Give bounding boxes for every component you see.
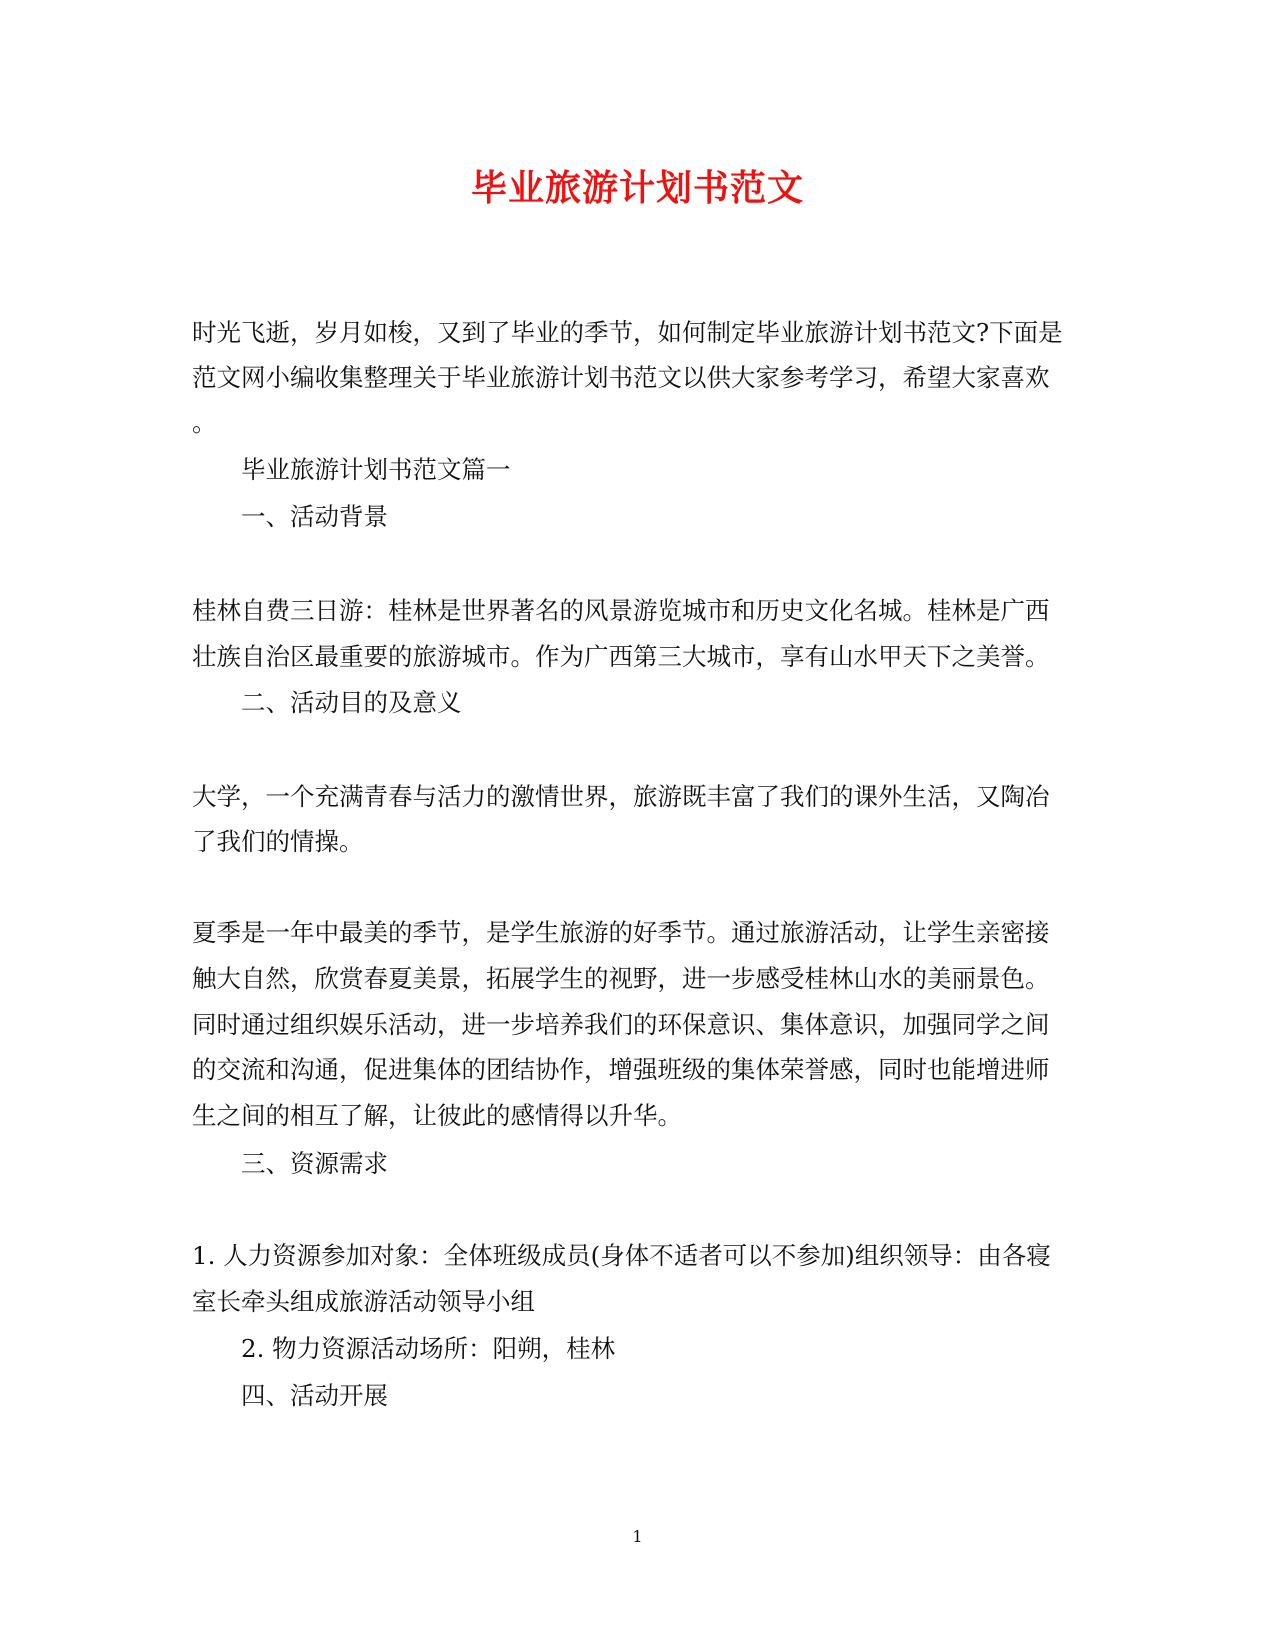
document-title: 毕业旅游计划书范文 [470, 167, 804, 209]
paragraph-line: 同时通过组织娱乐活动，进一步培养我们的环保意识、集体意识，加强同学之间 [192, 1010, 1050, 1039]
intro-line-3: 。 [192, 408, 217, 437]
section-heading-background: 一、活动背景 [241, 502, 388, 531]
paragraph-line: 桂林自费三日游：桂林是世界著名的风景游览城市和历史文化名城。桂林是广西 [192, 596, 1050, 625]
page-number: 1 [632, 1527, 643, 1546]
paragraph-line: 壮族自治区最重要的旅游城市。作为广西第三大城市，享有山水甲天下之美誉。 [192, 642, 1050, 671]
intro-line-2: 范文网小编收集整理关于毕业旅游计划书范文以供大家参考学习，希望大家喜欢 [192, 363, 1050, 392]
section-heading-purpose: 二、活动目的及意义 [241, 688, 462, 717]
paragraph-line: 的交流和沟通，促进集体的团结协作，增强班级的集体荣誉感，同时也能增进师 [192, 1055, 1050, 1084]
section-heading-activities: 四、活动开展 [241, 1381, 388, 1410]
paragraph-line: 触大自然，欣赏春夏美景，拓展学生的视野，进一步感受桂林山水的美丽景色。 [192, 964, 1050, 993]
intro-line-1: 时光飞逝，岁月如梭，又到了毕业的季节，如何制定毕业旅游计划书范文?下面是 [192, 318, 1063, 347]
paragraph-line: 大学，一个充满青春与活力的激情世界，旅游既丰富了我们的课外生活，又陶冶 [192, 782, 1050, 811]
section-heading-resources: 三、资源需求 [241, 1149, 388, 1178]
paragraph-line: 生之间的相互了解，让彼此的感情得以升华。 [192, 1101, 682, 1130]
section-heading-part-one: 毕业旅游计划书范文篇一 [241, 455, 511, 484]
resource-item-material: 2. 物力资源活动场所：阳朔，桂林 [241, 1334, 616, 1363]
paragraph-line: 夏季是一年中最美的季节，是学生旅游的好季节。通过旅游活动，让学生亲密接 [192, 918, 1050, 947]
paragraph-line: 室长牵头组成旅游活动领导小组 [192, 1287, 535, 1316]
paragraph-line: 1. 人力资源参加对象：全体班级成员(身体不适者可以不参加)组织领导：由各寝 [192, 1241, 1051, 1270]
paragraph-line: 了我们的情操。 [192, 827, 364, 856]
